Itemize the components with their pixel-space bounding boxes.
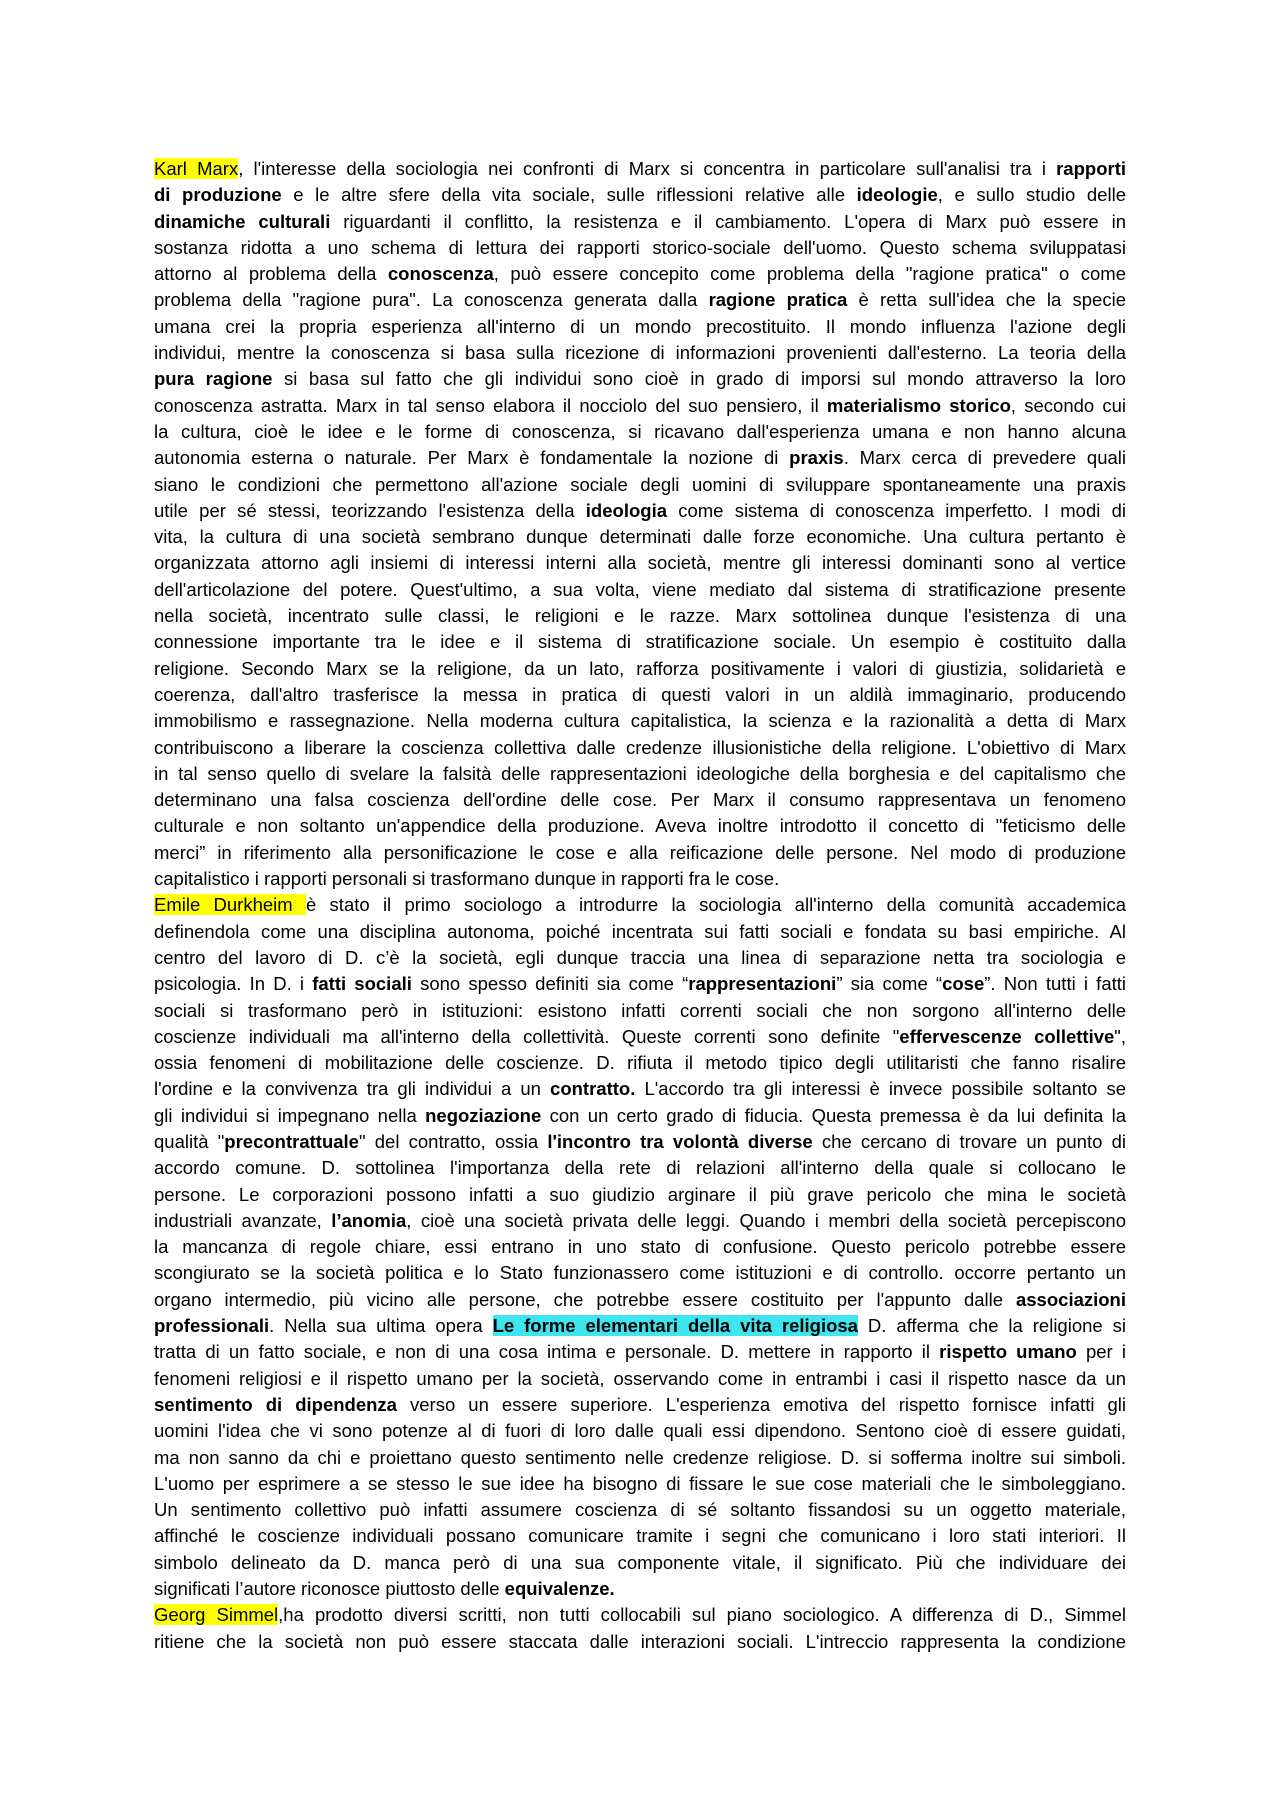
text-line — [154, 1418, 1126, 1444]
text-line — [154, 1024, 1126, 1050]
text-line — [154, 550, 1126, 576]
text-run: dell'articolazione del potere. Quest'ultimo, a sua volta, viene mediato dal sistema di stratificazione presente — [154, 578, 1126, 600]
bold-keyword: l'incontro tra volontà diverse — [547, 1130, 813, 1152]
text-run: è retta sull'idea che la specie — [847, 289, 1126, 311]
text-line — [154, 472, 1126, 498]
bold-keyword: fatti sociali — [312, 973, 412, 995]
text-line — [154, 971, 1126, 997]
text-run: autonomia esterna o naturale. Per Marx è fondamentale la nozione di — [154, 447, 790, 469]
text-line — [154, 1076, 1126, 1102]
text-line — [154, 603, 1126, 629]
text-run: immobilismo e rassegnazione. Nella moderna cultura capitalistica, la scienza e la razionalità a detta di Marx — [154, 710, 1126, 732]
text-run: sono spesso definiti sia come “ — [411, 973, 689, 995]
text-run: industriali avanzate, — [154, 1209, 332, 1231]
text-line — [154, 735, 1126, 761]
text-line — [154, 314, 1126, 340]
text-run: come sistema di conoscenza imperfetto. I modi di — [667, 499, 1126, 521]
text-run: ,ha prodotto diversi scritti, non tutti collocabili sul piano sociologico. A differenza di D., Simmel — [278, 1604, 1126, 1626]
text-run: tratta di un fatto sociale, e non di una cosa intima e personale. D. mettere in rapporto il — [154, 1341, 940, 1363]
text-run: sociali si trasformano però in istituzioni: esistono infatti correnti sociali che non sorgono all'interno delle — [154, 999, 1126, 1021]
text-run: gli individui si impegnano nella — [154, 1104, 426, 1126]
highlighted-author-name: Emile Durkheim — [154, 894, 306, 916]
text-run: merci” in riferimento alla personificazione le cose e alla reificazione delle persone. Nel modo di produzione — [154, 841, 1126, 863]
bold-keyword: ideologie — [856, 184, 938, 206]
text-line — [154, 1155, 1126, 1181]
text-run: organo intermedio, più vicino alle persone, che potrebbe essere costituito per l'appunto dalle — [154, 1288, 1016, 1310]
bold-keyword: dinamiche culturali — [154, 210, 331, 232]
text-run: che cercano di trovare un punto di — [812, 1130, 1126, 1152]
text-line — [154, 1576, 1126, 1602]
text-line — [154, 813, 1126, 839]
text-line — [154, 1629, 1126, 1655]
text-run: nella società, incentrato sulle classi, le religioni e le razze. Marx sottolinea dunque l'esistenza di una — [154, 605, 1126, 627]
text-line — [154, 1445, 1126, 1471]
text-line — [154, 629, 1126, 655]
text-line — [154, 1523, 1126, 1549]
highlighted-author-name: Georg Simmel — [154, 1604, 279, 1626]
text-run: psicologia. In D. i — [154, 973, 313, 995]
text-run: organizzata attorno agli insiemi di interessi interni alla società, mentre gli interessi dominanti sono al vertice — [154, 552, 1126, 574]
text-run: ma non sanno da chi e proiettano questo sentimento nelle credenze religiose. D. si sofferma inoltre sui simboli. — [154, 1446, 1126, 1468]
text-line — [154, 261, 1126, 287]
text-line — [154, 998, 1126, 1024]
bold-keyword: sentimento di dipendenza — [154, 1393, 397, 1415]
text-line — [154, 393, 1126, 419]
text-run: attorno al problema della — [154, 263, 388, 285]
text-run: scongiurato se la società politica e lo Stato funzionassero come istituzioni e di controllo. occorre pertanto un — [154, 1262, 1126, 1284]
text-line — [154, 577, 1126, 603]
text-run: , secondo cui — [1010, 394, 1127, 416]
text-line — [154, 235, 1126, 261]
text-run: verso un essere superiore. L'esperienza emotiva del rispetto fornisce infatti gli — [396, 1393, 1126, 1415]
text-line — [154, 1366, 1126, 1392]
text-line — [154, 498, 1126, 524]
text-line — [154, 840, 1126, 866]
text-run: umana crei la propria esperienza all'interno di un mondo precostituito. Il mondo influenza l'azione degli — [154, 315, 1126, 337]
text-line — [154, 1339, 1126, 1365]
text-run: uomini l'idea che vi sono potenze al di fuori di loro dalle quali essi dipendono. Sentono cioè di essere guidati, — [154, 1420, 1126, 1442]
text-run: . Nella sua ultima opera — [269, 1315, 493, 1337]
bold-keyword: rispetto umano — [939, 1341, 1077, 1363]
text-line — [154, 892, 1126, 918]
text-run: accordo comune. D. sottolinea l'importanza della rete di relazioni all'interno della quale si collocano le — [154, 1157, 1126, 1179]
text-run: la mancanza di regole chiare, essi entrano in uno stato di confusione. Questo pericolo potrebbe essere — [154, 1236, 1126, 1258]
bold-keyword: l’anomia — [331, 1209, 407, 1231]
text-run: riguardanti il conflitto, la resistenza e il cambiamento. L'opera di Marx può essere in — [330, 210, 1126, 232]
text-run: determinano una falsa coscienza dell'ordine delle cose. Per Marx il consumo rappresentava un fenomeno — [154, 789, 1126, 811]
text-run: problema della "ragione pura". La conoscenza generata dalla — [154, 289, 709, 311]
text-run: , l'interesse della sociologia nei confronti di Marx si concentra in particolare sull'analisi tra i — [238, 158, 1057, 179]
text-run: affinché le coscienze individuali possano comunicare tramite i segni che comunicano i loro stati interiori. Il — [154, 1525, 1126, 1547]
text-run: qualità " — [154, 1130, 225, 1152]
text-run: siano le condizioni che permettono all'azione sociale degli uomini di sviluppare spontaneamente una praxis — [154, 473, 1126, 495]
text-line — [154, 787, 1126, 813]
text-line — [154, 1050, 1126, 1076]
text-run: culturale e non soltanto un'appendice della produzione. Aveva inoltre introdotto il concetto di "feticismo delle — [154, 815, 1126, 837]
text-line — [154, 1602, 1126, 1628]
text-run: coscienze individuali ma all'interno della collettività. Queste correnti sono definite " — [154, 1025, 900, 1047]
text-line — [154, 1103, 1126, 1129]
bold-keyword: cose — [942, 973, 985, 995]
text-run: è stato il primo sociologo a introdurre la sociologia all'interno della comunità accademica — [305, 894, 1126, 916]
text-line — [154, 682, 1126, 708]
bold-keyword: materialismo storico — [826, 394, 1011, 416]
text-line — [154, 156, 1126, 182]
text-run: , cioè una società privata delle leggi. Quando i membri della società percepiscono — [406, 1209, 1126, 1231]
bold-keyword: praxis — [789, 447, 844, 469]
text-run: significati l’autore riconosce piuttosto delle — [154, 1578, 505, 1600]
bold-keyword: effervescenze collettive — [899, 1025, 1115, 1047]
text-run: l'ordine e la convivenza tra gli individui a un — [154, 1078, 551, 1100]
text-run: . Marx cerca di prevedere quali — [843, 447, 1126, 469]
text-line — [154, 945, 1126, 971]
text-run: sostanza ridotta a uno schema di lettura dei rapporti storico-sociale dell'uomo. Questo schema sviluppatasi — [154, 236, 1126, 258]
text-run: e le altre sfere della vita sociale, sulle riflessioni relative alle — [281, 184, 857, 206]
text-run: centro del lavoro di D. c’è la società, egli dunque traccia una linea di separazione netta tra sociologia e — [154, 946, 1126, 968]
paragraph-georg-simmel — [154, 1602, 1126, 1655]
text-run: coerenza, dall'altro trasferisce la messa in pratica di questi valori in un aldilà immaginario, producendo — [154, 683, 1126, 705]
text-run: si basa sul fatto che gli individui sono cioè in grado di imporsi sul mondo attraverso la loro — [272, 368, 1126, 390]
bold-keyword: contratto. — [550, 1078, 636, 1100]
text-run: " del contratto, ossia — [358, 1130, 548, 1152]
bold-keyword: ideologia — [585, 499, 667, 521]
text-run: contribuiscono a liberare la coscienza collettiva dalle credenze illusionistiche della religione. L'obiettivo di Marx — [154, 736, 1126, 758]
text-line — [154, 1392, 1126, 1418]
text-run: utile per sé stessi, teorizzando l'esistenza della — [154, 499, 586, 521]
text-run: D. afferma che la religione si — [857, 1315, 1126, 1337]
text-line — [154, 524, 1126, 550]
text-line — [154, 656, 1126, 682]
text-run: fenomeni religiosi e il rispetto umano per la società, osservando come in entrambi i casi il rispetto nasce da un — [154, 1367, 1126, 1389]
text-line — [154, 1182, 1126, 1208]
text-run: in tal senso quello di svelare la falsità delle rappresentazioni ideologiche della borghesia e del capitalismo che — [154, 762, 1126, 784]
text-line — [154, 761, 1126, 787]
paragraph-emile-durkheim — [154, 892, 1126, 1602]
text-run: L'accordo tra gli interessi è invece possibile soltanto se — [635, 1078, 1126, 1100]
paragraph-karl-marx — [154, 156, 1126, 892]
text-line — [154, 1234, 1126, 1260]
text-line — [154, 209, 1126, 235]
text-run: per i — [1076, 1341, 1126, 1363]
text-line — [154, 1287, 1126, 1313]
bold-keyword: associazioni — [1015, 1288, 1126, 1310]
text-run: individui, mentre la conoscenza si basa sulla ricezione di informazioni provenienti dall'esterno. La teoria della — [154, 342, 1126, 364]
bold-keyword: ragione pratica — [708, 289, 848, 311]
text-run: ritiene che la società non può essere staccata dalle interazioni sociali. L'intreccio rappresenta la condizione — [154, 1630, 1126, 1652]
bold-keyword: pura ragione — [154, 368, 273, 390]
bold-keyword: precontrattuale — [224, 1130, 359, 1152]
bold-keyword: equivalenze. — [504, 1578, 615, 1600]
text-line — [154, 1260, 1126, 1286]
text-run: la cultura, cioè le idee e le forme di conoscenza, si ricavano dall'esperienza umana e non hanno alcuna — [154, 420, 1126, 442]
text-run: capitalistico i rapporti personali si trasformano dunque in rapporti fra le cose. — [154, 868, 780, 890]
bold-keyword: conoscenza — [387, 263, 494, 285]
text-run: L'uomo per esprimere a se stesso le sue idee ha bisogno di fissare le sue cose materiali che le simboleggiano. — [154, 1472, 1126, 1494]
text-run: ossia fenomeni di mobilitazione delle coscienze. D. rifiuta il metodo tipico degli utilitaristi che fanno risalire — [154, 1052, 1126, 1074]
bold-keyword: rappresentazioni — [688, 973, 837, 995]
text-line — [154, 366, 1126, 392]
text-line — [154, 1313, 1126, 1339]
document-body — [154, 156, 1126, 1655]
text-line — [154, 708, 1126, 734]
text-run: vita, la cultura di una società sembrano dunque determinati dalle forze economiche. Una cultura pertanto è — [154, 526, 1126, 548]
text-run: ” sia come “ — [836, 973, 943, 995]
text-line — [154, 1129, 1126, 1155]
text-run: definendola come una disciplina autonoma, poiché incentrata sui fatti sociali e fondata su basi empiriche. Al — [154, 920, 1126, 942]
text-run: ”. Non tutti i fatti — [984, 973, 1126, 995]
text-run: Un sentimento collettivo può infatti assumere coscienza di sé soltanto fissandosi su un oggetto materiale, — [154, 1499, 1126, 1521]
highlighted-book-title: Le forme elementari della vita religiosa — [492, 1315, 858, 1337]
text-line — [154, 1471, 1126, 1497]
bold-keyword: professionali — [154, 1315, 270, 1337]
text-run: persone. Le corporazioni possono infatti a suo giudizio arginare il più grave pericolo che mina le società — [154, 1183, 1126, 1205]
bold-keyword: negoziazione — [425, 1104, 542, 1126]
text-run: simbolo delineato da D. manca però di una sua componente vitale, il significato. Più che individuare dei — [154, 1551, 1126, 1573]
text-run: , può essere concepito come problema della "ragione pratica" o come — [493, 263, 1126, 285]
text-line — [154, 445, 1126, 471]
text-line — [154, 919, 1126, 945]
text-line — [154, 1550, 1126, 1576]
text-line — [154, 182, 1126, 208]
text-run: ", — [1114, 1025, 1127, 1047]
text-line — [154, 866, 1126, 892]
bold-keyword: di produzione — [154, 184, 282, 206]
text-line — [154, 1497, 1126, 1523]
text-run: religione. Secondo Marx se la religione, da un lato, rafforza positivamente i valori di giustizia, solidarietà e — [154, 657, 1126, 679]
text-run: conoscenza astratta. Marx in tal senso elabora il nocciolo del suo pensiero, il — [154, 394, 827, 416]
highlighted-author-name: Karl Marx — [154, 158, 239, 179]
text-run: , e sullo studio delle — [937, 184, 1126, 206]
text-run: con un certo grado di fiducia. Questa premessa è da lui definita la — [541, 1104, 1126, 1126]
text-line — [154, 287, 1126, 313]
text-run: connessione importante tra le idee e il sistema di stratificazione sociale. Un esempio è costituito dalla — [154, 631, 1126, 653]
text-line — [154, 1208, 1126, 1234]
bold-keyword: rapporti — [1056, 158, 1126, 179]
text-line — [154, 419, 1126, 445]
text-line — [154, 340, 1126, 366]
